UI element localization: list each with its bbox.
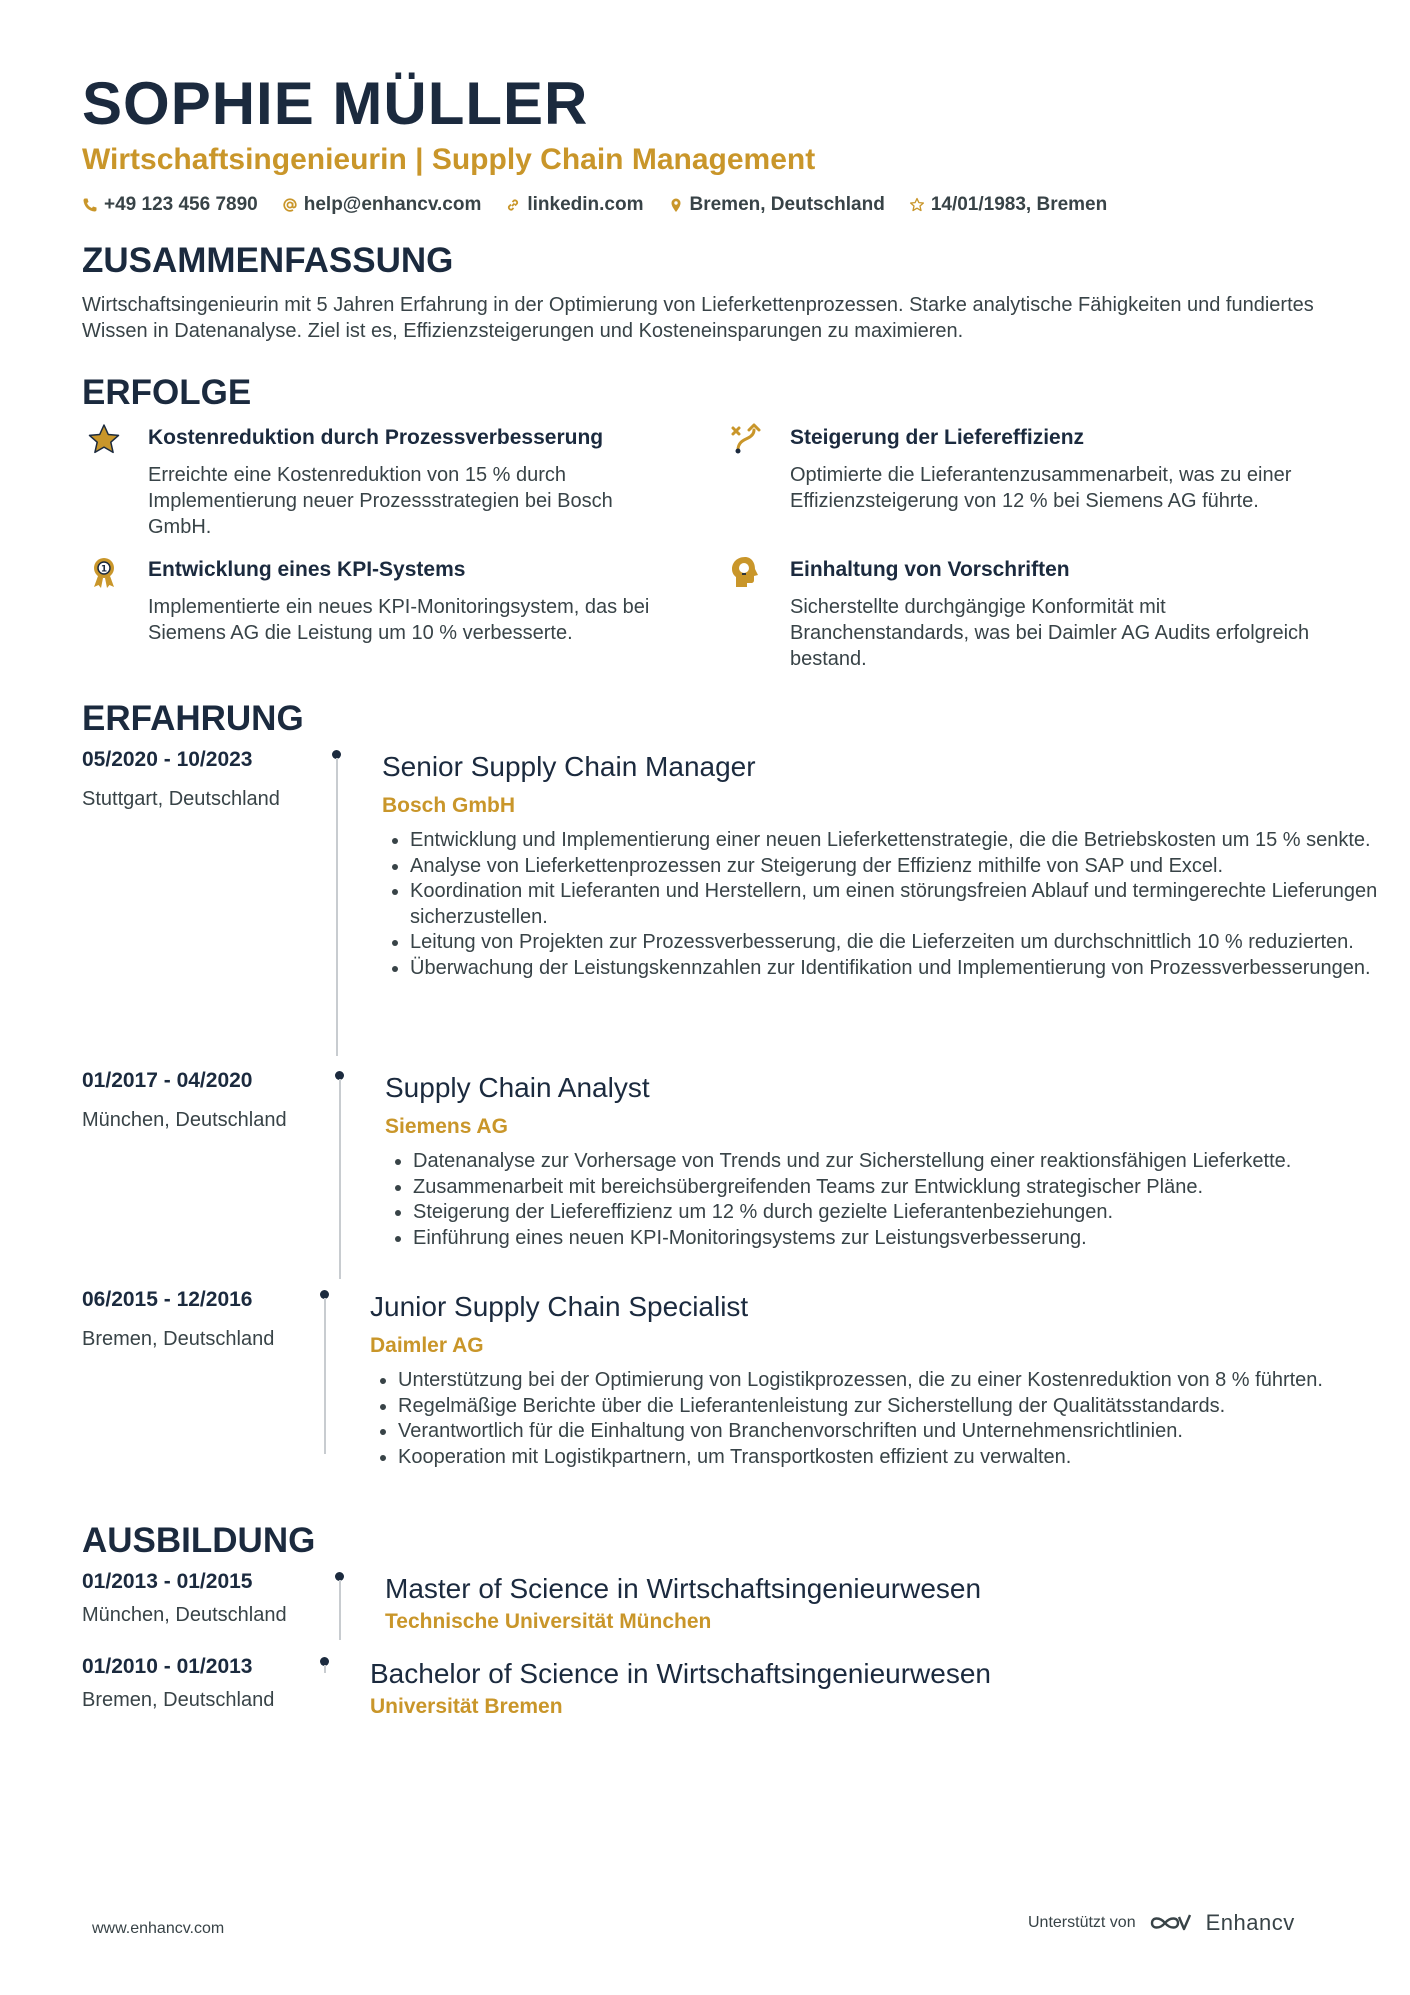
education-location: München, Deutschland <box>82 1604 287 1626</box>
enhancv-logo-icon <box>1148 1911 1194 1935</box>
achievement-title: Einhaltung von Vorschriften <box>790 558 1070 581</box>
degree-title: Master of Science in Wirtschaftsingenieurwesen <box>385 1573 982 1604</box>
at-icon <box>282 197 298 213</box>
list-item: • Koordination mit Lieferanten und Herstellern, um einen störungsfreien Ablauf und termingerechte Lieferungen sicherzustellen. <box>410 879 1410 930</box>
job-title: Supply Chain Analyst <box>385 1072 650 1103</box>
list-item: • Zusammenarbeit mit bereichsübergreifenden Teams zur Entwicklung strategischer Pläne. <box>413 1175 1410 1201</box>
phone-icon <box>82 197 98 213</box>
link-icon <box>505 197 521 213</box>
education-date: 01/2010 - 01/2013 <box>82 1655 253 1678</box>
education-location: Bremen, Deutschland <box>82 1689 275 1711</box>
contact-linkedin[interactable]: linkedin.com <box>505 194 643 216</box>
education-date: 01/2013 - 01/2015 <box>82 1570 253 1593</box>
timeline-line <box>324 1298 326 1454</box>
timeline-line <box>324 1665 326 1673</box>
education-title: AUSBILDUNG <box>82 1521 316 1560</box>
school-name: Universität Bremen <box>370 1695 563 1718</box>
summary-text: Wirtschaftsingenieurin mit 5 Jahren Erfahrung in der Optimierung von Lieferkettenprozessen. Starke analytische Fähigkeiten und fundiertes Wissen in Datenanalyse. Ziel ist es, Effizienzsteigerungen und Kosteneinsparungen zu maximieren. <box>82 294 1314 342</box>
job-title: Junior Supply Chain Specialist <box>370 1291 749 1322</box>
job-bullets <box>370 1368 1398 1470</box>
star-icon <box>86 422 122 458</box>
contact-email[interactable]: help@enhancv.com <box>282 194 482 216</box>
route-arrow-icon <box>728 422 764 458</box>
list-item: • Regelmäßige Berichte über die Lieferantenleistung zur Sicherstellung der Qualitätsstandards. <box>398 1394 1398 1420</box>
contact-birth: 14/01/1983, Bremen <box>909 194 1107 216</box>
timeline-line <box>336 758 338 1056</box>
job-location: München, Deutschland <box>82 1109 287 1131</box>
list-item: • Verantwortlich für die Einhaltung von Branchenvorschriften und Unternehmensrichtlinien. <box>398 1419 1398 1445</box>
svg-text:1: 1 <box>100 564 108 575</box>
achievement-desc: Sicherstellte durchgängige Konformität mit Branchenstandards, was bei Daimler AG Audits erfolgreich bestand. <box>790 596 1310 670</box>
timeline-line <box>339 1079 341 1279</box>
contact-location: Bremen, Deutschland <box>668 194 885 216</box>
list-item: • Einführung eines neuen KPI-Monitoringsystems zur Leistungsverbesserung. <box>413 1226 1410 1252</box>
powered-by-label: Unterstützt von <box>1028 1914 1136 1931</box>
achievement-desc: Erreichte eine Kostenreduktion von 15 % durch Implementierung neuer Prozessstrategien bei Bosch GmbH. <box>148 464 613 538</box>
list-item: • Unterstützung bei der Optimierung von Logistikprozessen, die zu einer Kostenreduktion von 8 % führten. <box>398 1368 1398 1394</box>
list-item: • Überwachung der Leistungskennzahlen zur Identifikation und Implementierung von Prozessverbesserungen. <box>410 956 1410 982</box>
list-item: • Kooperation mit Logistikpartnern, um Transportkosten effizient zu verwalten. <box>398 1445 1398 1471</box>
job-date: 01/2017 - 04/2020 <box>82 1069 253 1092</box>
headline: Wirtschaftsingenieurin | Supply Chain Management <box>82 143 816 176</box>
job-location: Stuttgart, Deutschland <box>82 788 280 810</box>
footer-website[interactable]: www.enhancv.com <box>92 1920 225 1937</box>
list-item: • Steigerung der Liefereffizienz um 12 % durch gezielte Lieferantenbeziehungen. <box>413 1200 1410 1226</box>
timeline-line <box>339 1580 341 1640</box>
experience-entry <box>82 1288 1342 1498</box>
experience-title: ERFAHRUNG <box>82 699 304 738</box>
achievements-title: ERFOLGE <box>82 373 252 412</box>
job-bullets <box>385 1149 1410 1251</box>
company-name: Siemens AG <box>385 1115 508 1138</box>
job-date: 05/2020 - 10/2023 <box>82 748 253 771</box>
job-date: 06/2015 - 12/2016 <box>82 1288 253 1311</box>
location-pin-icon <box>668 197 684 213</box>
summary-title: ZUSAMMENFASSUNG <box>82 241 454 280</box>
experience-entry <box>82 748 1378 1058</box>
head-lightbulb-icon <box>728 554 764 590</box>
footer-branding[interactable] <box>1028 1910 1295 1936</box>
job-bullets <box>382 828 1410 982</box>
company-name: Daimler AG <box>370 1334 484 1357</box>
list-item: • Leitung von Projekten zur Prozessverbesserung, die die Lieferzeiten um durchschnittlich 10 % reduzierten. <box>410 930 1410 956</box>
list-item: • Datenanalyse zur Vorhersage von Trends und zur Sicherstellung einer reaktionsfähigen Lieferkette. <box>413 1149 1410 1175</box>
medal-icon <box>86 554 122 590</box>
achievement-desc: Implementierte ein neues KPI-Monitoringsystem, das bei Siemens AG die Leistung um 10 % verbesserte. <box>148 596 650 644</box>
list-item: • Analyse von Lieferkettenprozessen zur Steigerung der Effizienz mithilfe von SAP und Excel. <box>410 854 1410 880</box>
education-entry <box>82 1570 1342 1650</box>
achievement-title: Steigerung der Liefereffizienz <box>790 426 1085 449</box>
list-item: • Entwicklung und Implementierung einer neuen Lieferkettenstrategie, die die Betriebskosten um 15 % senkte. <box>410 828 1410 854</box>
degree-title: Bachelor of Science in Wirtschaftsingenieurwesen <box>370 1658 991 1689</box>
experience-entry <box>82 1069 1342 1279</box>
brand-name: Enhancv <box>1205 1910 1295 1935</box>
candidate-name: SOPHIE MÜLLER <box>82 70 589 137</box>
contact-bar <box>82 194 1107 216</box>
company-name: Bosch GmbH <box>382 794 516 817</box>
contact-phone[interactable]: +49 123 456 7890 <box>82 194 258 216</box>
achievement-title: Entwicklung eines KPI-Systems <box>148 558 466 581</box>
job-location: Bremen, Deutschland <box>82 1328 275 1350</box>
school-name: Technische Universität München <box>385 1610 712 1633</box>
education-entry <box>82 1655 1342 1735</box>
achievement-title: Kostenreduktion durch Prozessverbesserung <box>148 426 604 449</box>
achievement-desc: Optimierte die Lieferantenzusammenarbeit, was zu einer Effizienzsteigerung von 12 % bei Siemens AG führte. <box>790 464 1292 512</box>
job-title: Senior Supply Chain Manager <box>382 751 756 782</box>
star-outline-icon <box>909 197 925 213</box>
